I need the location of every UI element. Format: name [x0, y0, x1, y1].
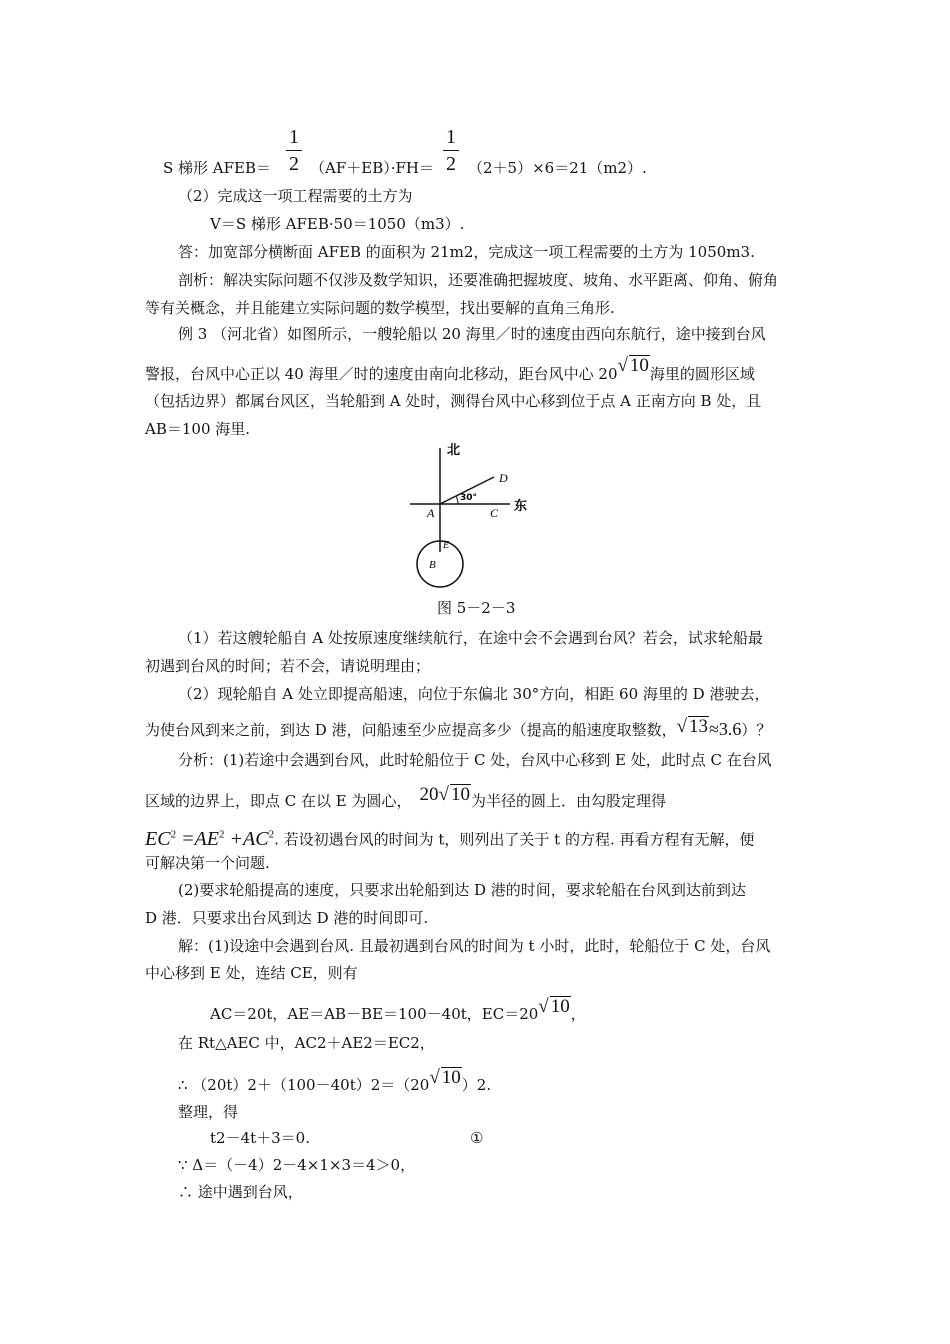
label-east: 东 [514, 499, 528, 514]
text-line [145, 716, 772, 740]
math-term: EC [145, 827, 171, 850]
text-line: t2－4t＋3＝0. [210, 1129, 310, 1147]
sqrt-10: √ 10 [429, 1067, 461, 1088]
math-term: +AC [229, 827, 269, 850]
approx-value: ≈3.6 [709, 719, 742, 739]
coefficient: 20 [419, 784, 439, 805]
math-equation [145, 828, 274, 850]
sqrt-10: √ 10 [538, 996, 570, 1017]
text-line: D 港．只要求出台风到达 D 港的时间即可. [145, 909, 429, 927]
text-segment: 为使台风到来之前，到达 D 港，问船速至少应提高多少（提高的船速度取整数， [145, 721, 677, 739]
radicand: 10 [629, 355, 649, 376]
radicand: 10 [441, 1067, 461, 1088]
label-b: B [429, 559, 436, 571]
sqrt-10: √ 10 [438, 784, 470, 805]
text-segment: . 若设初遇台风的时间为 t，则列出了关于 t 的方程. 再看方程有无解，便 [274, 830, 755, 849]
label-a: A [427, 506, 435, 520]
radicand: 10 [550, 996, 570, 1017]
label-e: E [443, 540, 450, 551]
text-line [210, 996, 586, 1024]
text-line: （1）若这艘轮船自 A 处按原速度继续航行，在途中会不会遇到台风？若会，试求轮船最 [178, 629, 763, 647]
text-line: 例 3 （河北省）如图所示，一艘轮船以 20 海里／时的速度由西向东航行，途中接到台风 [178, 325, 766, 343]
text-line: 可解决第一个问题. [145, 854, 270, 872]
text-segment: ）？ [741, 721, 772, 739]
text-line: ∵ Δ＝（－4）2－4×1×3＝4＞0， [178, 1156, 416, 1174]
text-line: （2）完成这一项工程需要的土方为 [178, 187, 413, 205]
text-line: 初遇到台风的时间；若不会，请说明理由； [145, 657, 431, 675]
fraction-bar [286, 150, 302, 151]
text-segment: 区域的边界上，即点 C 在以 E 为圆心， [145, 792, 412, 810]
label-north: 北 [447, 443, 461, 458]
fraction-one-half-1 [286, 126, 302, 175]
text-segment: 海里的圆形区域 [649, 365, 755, 383]
text-line: 整理，得 [178, 1103, 239, 1121]
text-line [145, 355, 755, 384]
text-line: （包括边界）都属台风区，当轮船到 A 处时，测得台风中心移到位于点 A 正南方向 B 处，且 [145, 392, 762, 410]
area-formula-start: S 梯形 AFEB＝ [163, 159, 272, 177]
sqrt-13: √ 13 [676, 716, 709, 737]
figure-caption: 图 5－2－3 [437, 599, 516, 617]
fraction-numerator: 1 [289, 126, 299, 148]
fraction-denominator: 2 [289, 153, 299, 175]
radicand: 13 [689, 716, 709, 737]
radicand: 10 [450, 784, 470, 805]
text-line: 解：(1)设途中会遇到台风. 且最初遇到台风的时间为 t 小时，此时，轮船位于 C 处，台风 [178, 937, 771, 955]
math-term: =AE [181, 827, 219, 850]
text-line: 剖析：解决实际问题不仅涉及数学知识，还要准确把握坡度、坡角、水平距离、仰角、俯角 [178, 271, 779, 289]
angle-arc [456, 496, 458, 504]
text-line: AB＝100 海里. [145, 420, 251, 438]
text-line [145, 784, 666, 811]
text-line: (2)要求轮船提高的速度，只要求出轮船到达 D 港的时间，要求轮船在台风到达前到达 [178, 881, 746, 899]
area-formula-end: （2＋5）×6＝21（m2）. [468, 159, 647, 177]
text-segment: AC＝20t，AE＝AB－BE＝100－40t，EC＝20 [210, 1005, 539, 1023]
exponent: 2 [268, 828, 275, 840]
label-d: D [499, 471, 508, 485]
text-segment: 警报，台风中心正以 40 海里／时的速度由南向北移动，距台风中心 20 [145, 365, 618, 383]
exponent: 2 [170, 828, 177, 840]
area-formula-middle: （AF＋EB）·FH＝ [310, 159, 434, 177]
equation-number: ① [470, 1129, 484, 1147]
text-line: V＝S 梯形 AFEB·50＝1050（m3）. [210, 215, 465, 233]
typhoon-diagram [410, 440, 540, 600]
sqrt-10: √ 10 [617, 355, 649, 376]
fraction-one-half-2 [443, 126, 459, 175]
text-segment: ， [570, 1005, 586, 1023]
text-line: 分析：(1)若途中会遇到台风，此时轮船位于 C 处，台风中心移到 E 处，此时点 C 在台风 [178, 751, 772, 769]
text-line: 在 Rt△AEC 中，AC2＋AE2＝EC2， [178, 1034, 435, 1052]
exponent: 2 [219, 828, 225, 840]
label-c: C [490, 506, 499, 520]
text-segment: ∴ （20t）2＋（100－40t）2＝（20 [178, 1076, 430, 1094]
label-angle: 30° [460, 493, 478, 503]
fraction-bar [443, 150, 459, 151]
text-line: 等有关概念，并且能建立实际问题的数学模型，找出要解的直角三角形. [145, 299, 615, 317]
text-line: 答：加宽部分横断面 AFEB 的面积为 21m2，完成这一项工程需要的土方为 1050m3. [178, 243, 755, 261]
text-line: ∴ 途中遇到台风， [178, 1183, 303, 1201]
text-line [145, 824, 755, 850]
text-line [178, 1067, 492, 1095]
fraction-numerator: 1 [446, 126, 456, 148]
text-line: 中心移到 E 处，连结 CE，则有 [145, 964, 358, 982]
text-segment: ）2. [461, 1076, 492, 1094]
text-line: （2）现轮船自 A 处立即提高船速，向位于东偏北 30°方向，相距 60 海里的 D 港驶去， [178, 685, 770, 703]
text-segment: 为半径的圆上．由勾股定理得 [470, 792, 666, 810]
fraction-denominator: 2 [446, 153, 456, 175]
